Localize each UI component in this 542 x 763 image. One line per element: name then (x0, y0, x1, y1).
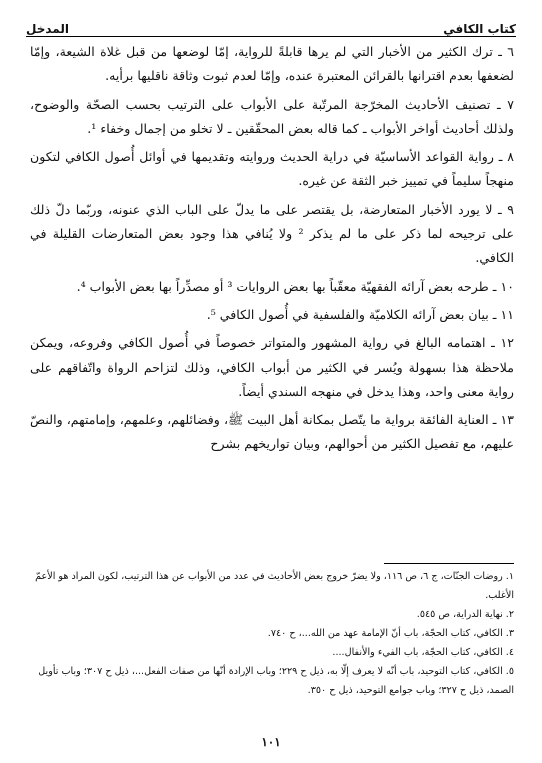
page-number: ١٠١ (261, 735, 281, 749)
paragraph-6: ٦ ـ ترك الكثير من الأخبار التي لم يرها قابلةً للرواية، إمّا لوضعها من قبل غلاة الشيعة، وإمّا لضعفها بعدم اقترانها بالقرائن المعتبرة عنده، وإمّا لعدم ثبوت وثاقة ناقليها برأيه. (30, 44, 514, 84)
footnote-5: ٥. الكافي، كتاب التوحيد، باب أنّه لا يعرف إلّا به، ذيل ح ٢٢٩؛ وباب الإرادة أنّها من صفات الفعل...، ذيل ح ٣٠٧؛ وباب تأويل الصمد، ذيل ح ٣٢٧؛ وباب جوامع التوحيد، ذيل ح ٣٥٠. (38, 666, 514, 696)
section-title: المدخل (26, 22, 69, 36)
footnotes (30, 567, 514, 700)
footnote-1: ١. روضات الجنّات، ج ٦، ص ١١٦، ولا يضرّ خروج بعض الأحاديث في عدد من الأبواب عن هذا الترتيب، لكون المراد هو الأعمّ الأغلب. (35, 571, 514, 601)
paragraph-8: ٨ ـ رواية القواعد الأساسيّة في دراية الحديث وروايته وتقديمها في أوائل أُصول الكافي لتكون منهجاً سليماً في تمييز خبر الثقة عن غيره. (30, 149, 514, 189)
paragraph-10: ١٠ ـ طرحه بعض آرائه الفقهيّة معقّباً بها بعض الروايات ³ أو مصدِّراً بها بعض الأبواب ⁴. (76, 278, 514, 294)
running-header (26, 10, 516, 36)
main-text (30, 40, 514, 457)
paragraph-12: ١٢ ـ اهتمامه البالغ في رواية المشهور والمتواتر خصوصاً في أُصول الكافي وفروعه، ويمكن ملاحظة هذا بسهولة ويُسر في الكثير من أبواب الكافي، وذلك لتزاحم الرواة واتّفاقهم على رواية معنى واحد، وهذا يدخل في منهجه السندي أيضاً. (30, 335, 514, 399)
footnote-separator (384, 563, 514, 564)
paragraph-9: ٩ ـ لا يورد الأخبار المتعارضة، بل يقتصر على ما يدلّ على الباب الذي عنونه، وربّما دلّ ذلك على ترجيحه لما ذكر على ما لم يذكر ² ولا يُنافي هذا وجود بعض المتعارضات القليلة في الكافي. (30, 201, 514, 266)
paragraph-11: ١١ ـ بيان بعض آرائه الكلاميّة والفلسفية في أُصول الكافي ⁵. (206, 306, 514, 322)
paragraph-7: ٧ ـ تصنيف الأحاديث المخرّجة المرتّبة على الأبواب على الترتيب بحسب الصحّة والوضوح، ولذلك أحاديث أواخر الأبواب ـ كما قاله بعض المحقّقين ـ لا تخلو من إجمال وخفاء ¹. (30, 96, 514, 136)
footnote-3: ٣. الكافي، كتاب الحجّة، باب أنّ الإمامة عهد من الله...، ح ٧٤٠. (267, 628, 514, 639)
header-rule (26, 36, 516, 37)
paragraph-13: ١٣ ـ العناية الفائقة برواية ما يتّصل بمكانة أهل البيت ﷺ، وفضائلهم، وعلمهم، وإمامتهم، والنصّ عليهم، مع تفصيل الكثير من أحوالهم، وبيان تواريخهم بشرح (30, 412, 514, 452)
book-title: كتاب الكافي (443, 22, 516, 36)
footnote-4: ٤. الكافي، كتاب الحجّة، باب الفيء والأنفال.... (332, 647, 514, 658)
footnote-2: ٢. نهاية الدراية، ص ٥٤٥. (416, 609, 514, 620)
